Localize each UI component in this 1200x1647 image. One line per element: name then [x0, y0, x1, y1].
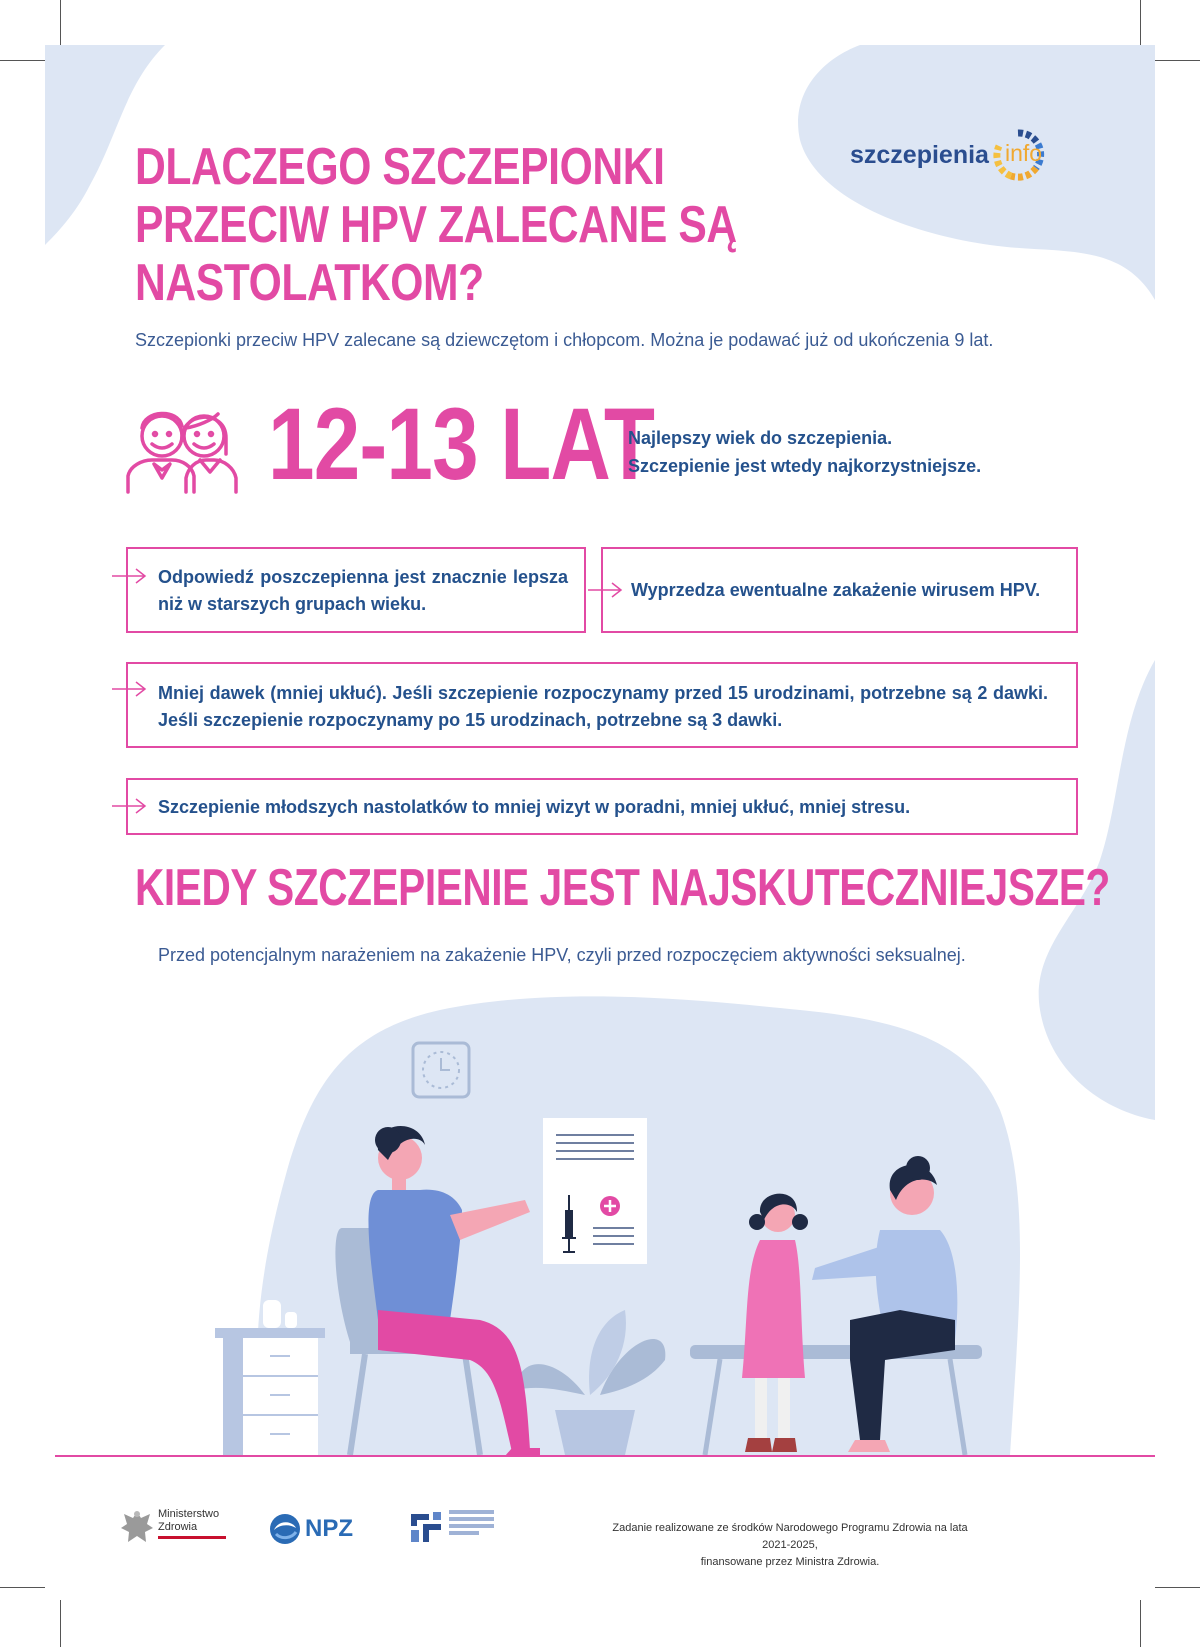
arrow-icon	[112, 681, 148, 697]
benefit-text: Szczepienie młodszych nastolatków to mniej wizyt w poradni, mniej ukłuć, mniej stresu.	[158, 797, 911, 817]
npz-name: NPZ	[305, 1515, 353, 1542]
arrow-icon	[112, 568, 148, 584]
ministry-logo	[120, 1508, 226, 1546]
page-title	[135, 138, 737, 312]
szczepienia-info-logo	[850, 128, 1045, 182]
logo-word-szczepienia: szczepienia	[850, 140, 989, 169]
arrow-icon	[112, 798, 148, 814]
nizp-mark-icon	[407, 1508, 445, 1546]
section-text: Przed potencjalnym narażeniem na zakażenie HPV, czyli przed rozpoczęciem aktywności seksualnej.	[158, 945, 966, 965]
nizp-logo	[407, 1508, 494, 1546]
nizp-fine-print	[449, 1508, 494, 1535]
ministry-name-line: Ministerstwo	[158, 1508, 220, 1520]
footer-divider	[55, 1455, 1155, 1457]
title-line: DLACZEGO SZCZEPIONKI	[135, 138, 665, 196]
funding-note-line: Zadanie realizowane ze środków Narodowego Programu Zdrowia na lata 2021-2025,	[612, 1522, 968, 1551]
benefit-text: Wyprzedza ewentualne zakażenie wirusem HPV.	[631, 580, 1041, 600]
npz-logo	[268, 1512, 353, 1546]
arrow-icon	[588, 582, 624, 598]
age-description-line: Najlepszy wiek do szczepienia.	[628, 428, 893, 448]
logo-ring	[991, 128, 1045, 182]
benefit-box	[601, 547, 1078, 633]
section-heading: KIEDY SZCZEPIENIE JEST NAJSKUTECZNIEJSZE?	[135, 859, 1110, 917]
ministry-name-line: Zdrowia	[158, 1521, 198, 1533]
age-description-line: Szczepienie jest wtedy najkorzystniejsze.	[628, 456, 982, 476]
title-line: PRZECIW HPV ZALECANE SĄ	[135, 196, 737, 254]
benefit-box	[126, 778, 1078, 835]
title-line: NASTOLATKOM?	[135, 254, 484, 312]
benefit-text: Mniej dawek (mniej ukłuć). Jeśli szczepienie rozpoczynamy przed 15 urodzinami, potrzebne są 2 dawki. Jeśli szczepienie rozpoczynamy po 15 urodzinach, potrzebne są 3 dawki.	[158, 683, 1048, 730]
ministry-flag-bar	[158, 1536, 226, 1539]
funding-note	[600, 1520, 980, 1571]
ministry-name	[154, 1508, 226, 1539]
blob-illustration	[257, 996, 1020, 1455]
benefit-box	[126, 662, 1078, 748]
benefit-box	[126, 547, 586, 633]
kids-icon	[126, 398, 238, 494]
benefit-text: Odpowiedź poszczepienna jest znacznie lepsza niż w starszych grupach wieku.	[158, 567, 568, 614]
age-description	[628, 424, 981, 480]
eagle-emblem-icon	[120, 1508, 154, 1546]
logo-word-info: info	[1004, 140, 1043, 166]
funding-note-line: finansowane przez Ministra Zdrowia.	[700, 1556, 880, 1568]
subtitle: Szczepionki przeciw HPV zalecane są dziewczętom i chłopcom. Można je podawać już od ukończenia 9 lat.	[135, 330, 994, 350]
npz-mark-icon	[268, 1512, 302, 1546]
age-range: 12-13 LAT	[268, 387, 655, 501]
